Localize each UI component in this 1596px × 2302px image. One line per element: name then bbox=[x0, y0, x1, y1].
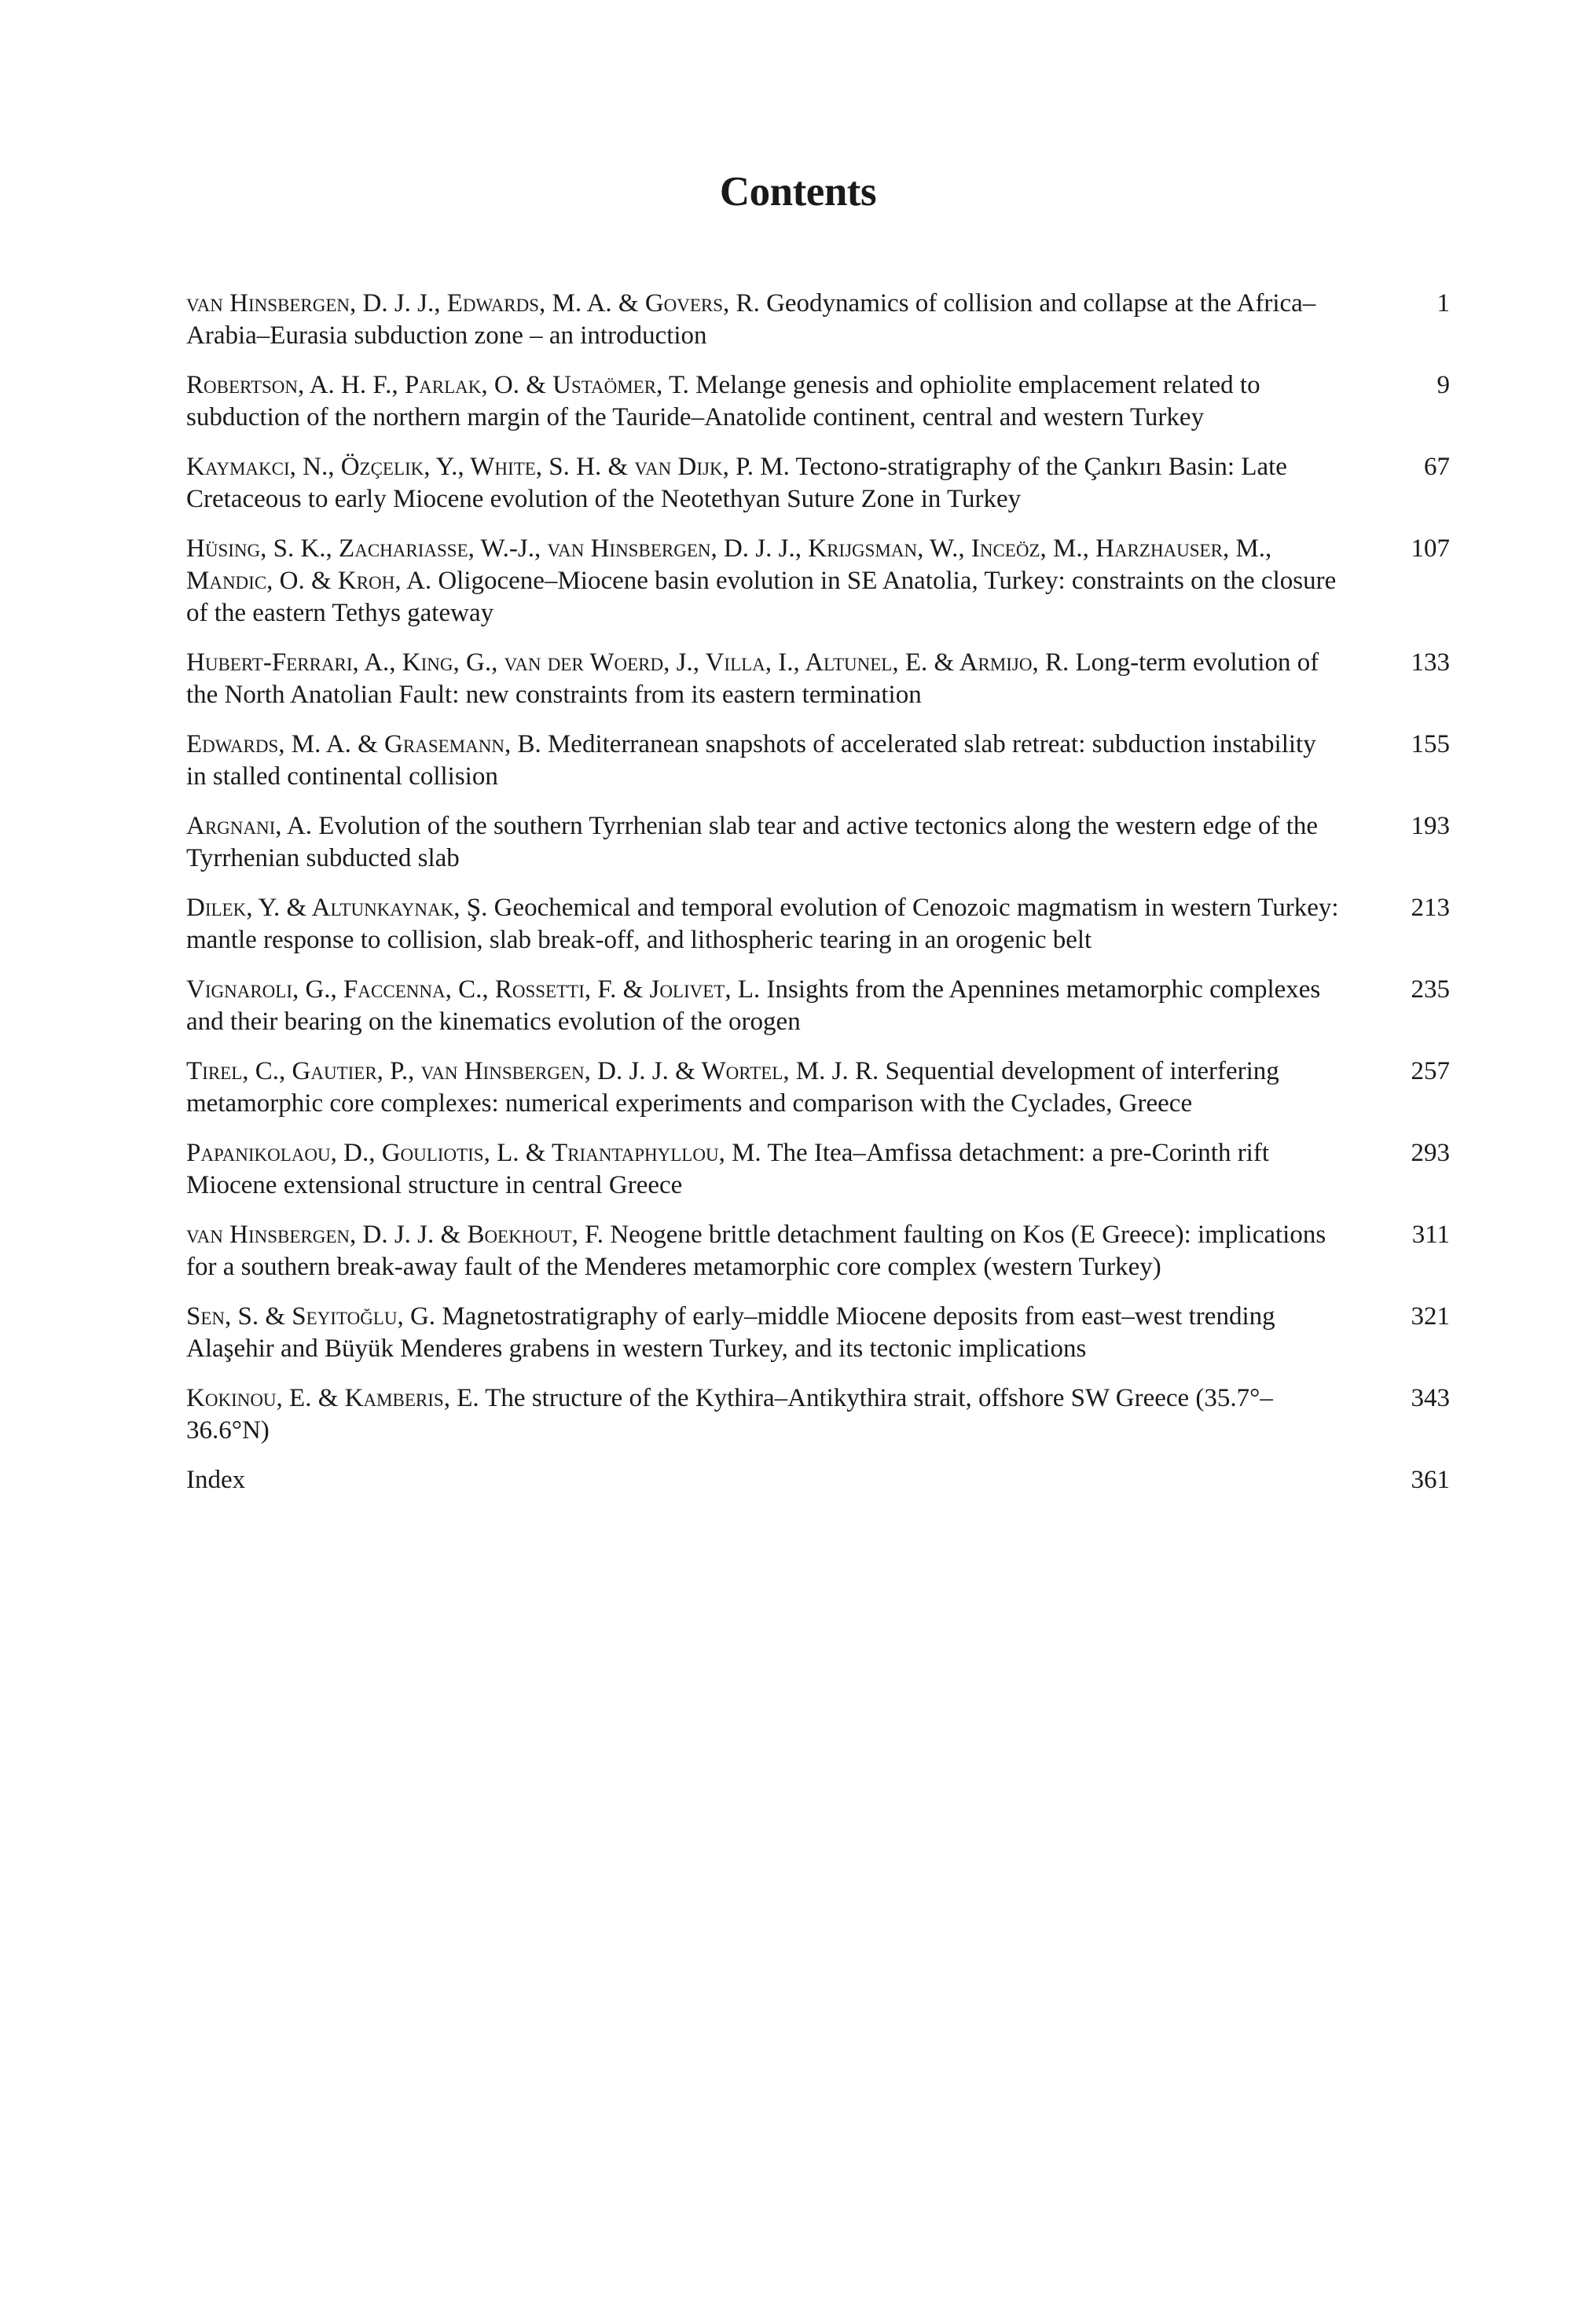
entry-authors: Sen, S. & Seyitoğlu, G. bbox=[186, 1302, 436, 1331]
entry-authors: Kaymakci, N., Özçelik, Y., White, S. H. & van Dijk, P. M. bbox=[186, 453, 790, 481]
toc-entry[interactable] bbox=[186, 729, 1450, 793]
entry-page-number: 235 bbox=[1411, 975, 1450, 1004]
toc-entry[interactable] bbox=[186, 451, 1450, 516]
entry-page-number: 361 bbox=[1411, 1466, 1450, 1494]
entry-title: Insights from the Apennines metamorphic complexes and their bearing on the kinematics evolution of the orogen bbox=[186, 975, 1321, 1036]
toc-entry-index[interactable] bbox=[186, 1464, 1450, 1496]
entry-title: Magnetostratigraphy of early–middle Miocene deposits from east–west trending Alaşehir and Büyük Menderes grabens in western Turkey, and its tectonic implications bbox=[186, 1302, 1275, 1363]
toc-entry-text bbox=[186, 369, 1341, 434]
entry-page-number: 193 bbox=[1411, 812, 1450, 840]
entry-title: Long-term evolution of the North Anatolian Fault: new constraints from its eastern termination bbox=[186, 648, 1319, 709]
entry-authors: van Hinsbergen, D. J. J., Edwards, M. A. & Govers, R. bbox=[186, 289, 760, 318]
entry-authors: Papanikolaou, D., Gouliotis, L. & Triantaphyllou, M. bbox=[186, 1139, 761, 1167]
toc-entry[interactable] bbox=[186, 647, 1450, 711]
entry-title: Neogene brittle detachment faulting on Kos (E Greece): implications for a southern break-away fault of the Menderes metamorphic core complex (western Turkey) bbox=[186, 1221, 1326, 1281]
toc-entry-text bbox=[186, 1464, 1341, 1496]
entry-title: Index bbox=[186, 1466, 246, 1494]
entry-authors: Hubert-Ferrari, A., King, G., van der Woerd, J., Villa, I., Altunel, E. & Armijo, R. bbox=[186, 648, 1070, 677]
entry-authors: van Hinsbergen, D. J. J. & Boekhout, F. bbox=[186, 1221, 604, 1249]
entry-title: The structure of the Kythira–Antikythira strait, offshore SW Greece (35.7°–36.6°N) bbox=[186, 1384, 1273, 1445]
entry-title: Oligocene–Miocene basin evolution in SE Anatolia, Turkey: constraints on the closure of the eastern Tethys gateway bbox=[186, 567, 1337, 627]
toc-entry[interactable] bbox=[186, 288, 1450, 352]
toc-entry-text bbox=[186, 810, 1341, 875]
toc-entry-text bbox=[186, 647, 1341, 711]
entry-page-number: 311 bbox=[1411, 1221, 1450, 1249]
entry-authors: Argnani, A. bbox=[186, 812, 313, 840]
entry-page-number: 321 bbox=[1411, 1302, 1450, 1331]
toc-entry[interactable] bbox=[186, 1056, 1450, 1120]
toc-entry-text bbox=[186, 288, 1341, 352]
toc-entry-text bbox=[186, 1219, 1341, 1283]
entry-authors: Tirel, C., Gautier, P., van Hinsbergen, D. J. J. & Wortel, M. J. R. bbox=[186, 1057, 879, 1085]
toc-entry[interactable] bbox=[186, 892, 1450, 956]
entry-authors: Robertson, A. H. F., Parlak, O. & Ustaömer, T. bbox=[186, 371, 689, 399]
entry-title: Geodynamics of collision and collapse at the Africa–Arabia–Eurasia subduction zone – an introduction bbox=[186, 289, 1316, 350]
entry-page-number: 9 bbox=[1436, 371, 1450, 399]
entry-title: Sequential development of interfering metamorphic core complexes: numerical experiments and comparison with the Cyclades, Greece bbox=[186, 1057, 1279, 1118]
entry-title: Mediterranean snapshots of accelerated slab retreat: subduction instability in stalled continental collision bbox=[186, 730, 1316, 791]
toc-entry-text bbox=[186, 533, 1341, 630]
toc-entry-text bbox=[186, 974, 1341, 1038]
entry-page-number: 1 bbox=[1436, 289, 1450, 318]
toc-entry[interactable] bbox=[186, 369, 1450, 434]
entry-authors: Kokinou, E. & Kamberis, E. bbox=[186, 1384, 479, 1412]
entry-authors: Edwards, M. A. & Grasemann, B. bbox=[186, 730, 541, 758]
toc-entry-text bbox=[186, 892, 1341, 956]
entry-authors: Dilek, Y. & Altunkaynak, Ş. bbox=[186, 894, 488, 922]
entry-page-number: 257 bbox=[1411, 1057, 1450, 1085]
toc-entry-text bbox=[186, 1137, 1341, 1202]
toc-entry[interactable] bbox=[186, 810, 1450, 875]
toc-entry-text bbox=[186, 1056, 1341, 1120]
toc-entry-text bbox=[186, 1382, 1341, 1447]
entry-page-number: 293 bbox=[1411, 1139, 1450, 1167]
toc-entry-text bbox=[186, 1301, 1341, 1365]
entry-title: The Itea–Amfissa detachment: a pre-Corinth rift Miocene extensional structure in central Greece bbox=[186, 1139, 1270, 1199]
toc-entry[interactable] bbox=[186, 1301, 1450, 1365]
entry-title: Tectono-stratigraphy of the Çankırı Basin: Late Cretaceous to early Miocene evolution of the Neotethyan Suture Zone in Turkey bbox=[186, 453, 1287, 513]
toc-entry[interactable] bbox=[186, 1219, 1450, 1283]
entry-page-number: 343 bbox=[1411, 1384, 1450, 1412]
page-title: Contents bbox=[719, 169, 877, 215]
toc-entry-text bbox=[186, 729, 1341, 793]
toc-entry[interactable] bbox=[186, 974, 1450, 1038]
entry-title: Geochemical and temporal evolution of Cenozoic magmatism in western Turkey: mantle response to collision, slab break-off, and lithospheric tearing in an orogenic belt bbox=[186, 894, 1339, 954]
entry-page-number: 67 bbox=[1424, 453, 1450, 481]
entry-authors: Vignaroli, G., Faccenna, C., Rossetti, F. & Jolivet, L. bbox=[186, 975, 761, 1004]
entry-page-number: 213 bbox=[1411, 894, 1450, 922]
toc-entry[interactable] bbox=[186, 533, 1450, 630]
entry-page-number: 155 bbox=[1411, 730, 1450, 758]
toc-entry[interactable] bbox=[186, 1382, 1450, 1447]
entry-title: Melange genesis and ophiolite emplacement related to subduction of the northern margin of the Tauride–Anatolide continent, central and western Turkey bbox=[186, 371, 1260, 431]
toc-entry[interactable] bbox=[186, 1137, 1450, 1202]
entry-page-number: 107 bbox=[1411, 534, 1450, 563]
entry-page-number: 133 bbox=[1411, 648, 1450, 677]
table-of-contents bbox=[186, 288, 1450, 1514]
toc-entry-text bbox=[186, 451, 1341, 516]
entry-authors: Hüsing, S. K., Zachariasse, W.-J., van Hinsbergen, D. J. J., Krijgsman, W., Inceöz, M., Harzhauser, M., Mandic, O. & Kroh, A. bbox=[186, 534, 1272, 595]
entry-title: Evolution of the southern Tyrrhenian slab tear and active tectonics along the western edge of the Tyrrhenian subducted slab bbox=[186, 812, 1319, 872]
